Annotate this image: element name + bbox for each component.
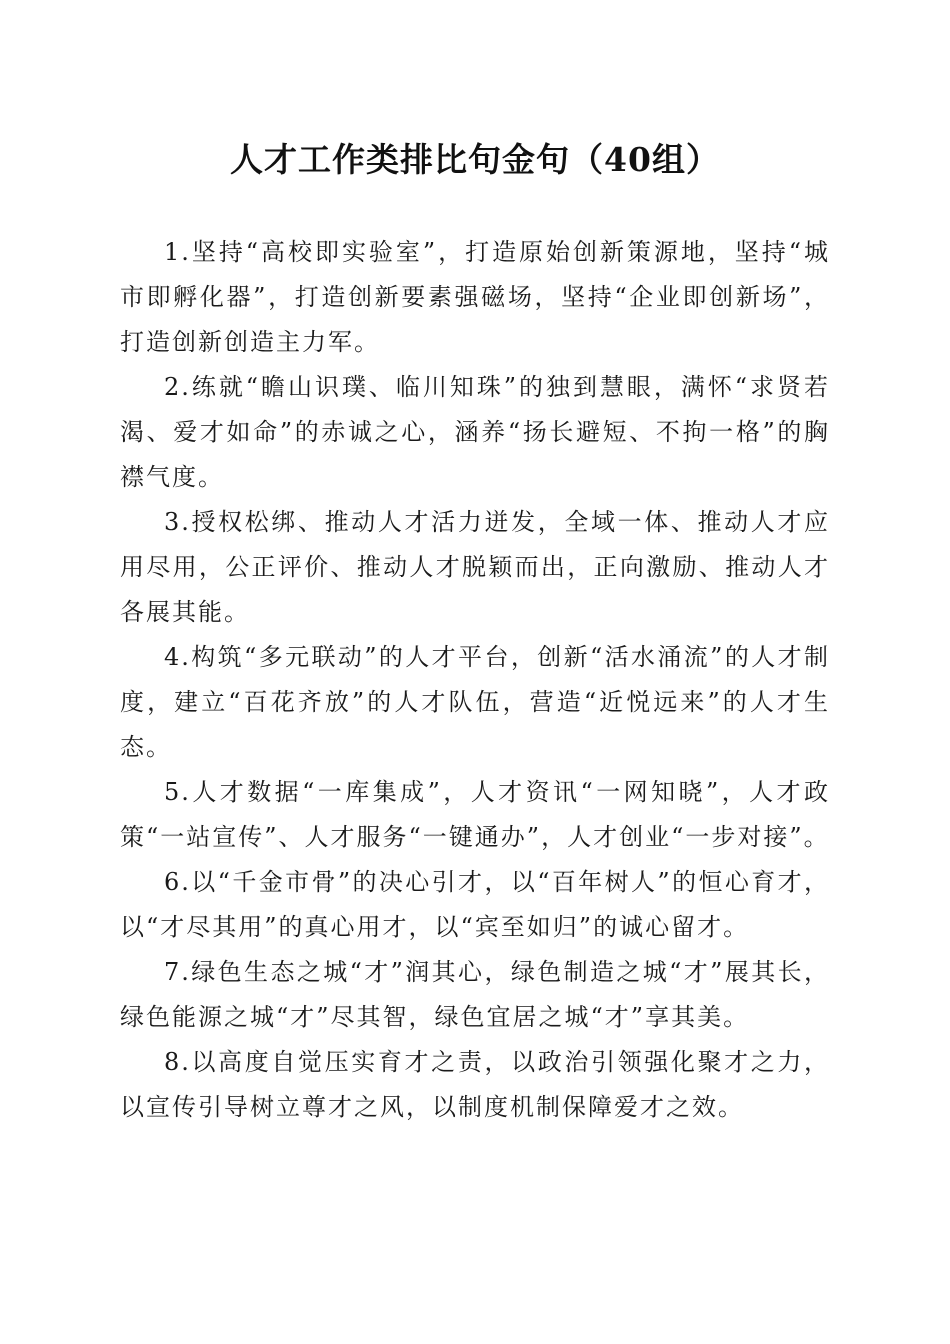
paragraph-5: 5.人才数据“一库集成”，人才资讯“一网知晓”，人才政策“一站宣传”、人才服务“一键通办”，人才创业“一步对接”。	[120, 778, 830, 851]
paragraph-7: 7.绿色生态之城“才”润其心，绿色制造之城“才”展其长，绿色能源之城“才”尽其智，绿色宜居之城“才”享其美。	[120, 958, 830, 1031]
document-title: 人才工作类排比句金句（40组）	[230, 140, 720, 179]
document-body	[120, 230, 830, 1130]
paragraph-8: 8.以高度自觉压实育才之责，以政治引领强化聚才之力，以宣传引导树立尊才之风，以制度机制保障爱才之效。	[120, 1048, 830, 1121]
paragraph-1: 1.坚持“高校即实验室”，打造原始创新策源地，坚持“城市即孵化器”，打造创新要素强磁场，坚持“企业即创新场”，打造创新创造主力军。	[120, 238, 830, 356]
paragraph-3: 3.授权松绑、推动人才活力迸发，全域一体、推动人才应用尽用，公正评价、推动人才脱颖而出，正向激励、推动人才各展其能。	[120, 508, 830, 626]
paragraph-4: 4.构筑“多元联动”的人才平台，创新“活水涌流”的人才制度，建立“百花齐放”的人才队伍，营造“近悦远来”的人才生态。	[120, 643, 830, 761]
paragraph-6: 6.以“千金市骨”的决心引才，以“百年树人”的恒心育才，以“才尽其用”的真心用才，以“宾至如归”的诚心留才。	[120, 868, 830, 941]
paragraph-2: 2.练就“瞻山识璞、临川知珠”的独到慧眼，满怀“求贤若渴、爱才如命”的赤诚之心，涵养“扬长避短、不拘一格”的胸襟气度。	[120, 373, 830, 491]
